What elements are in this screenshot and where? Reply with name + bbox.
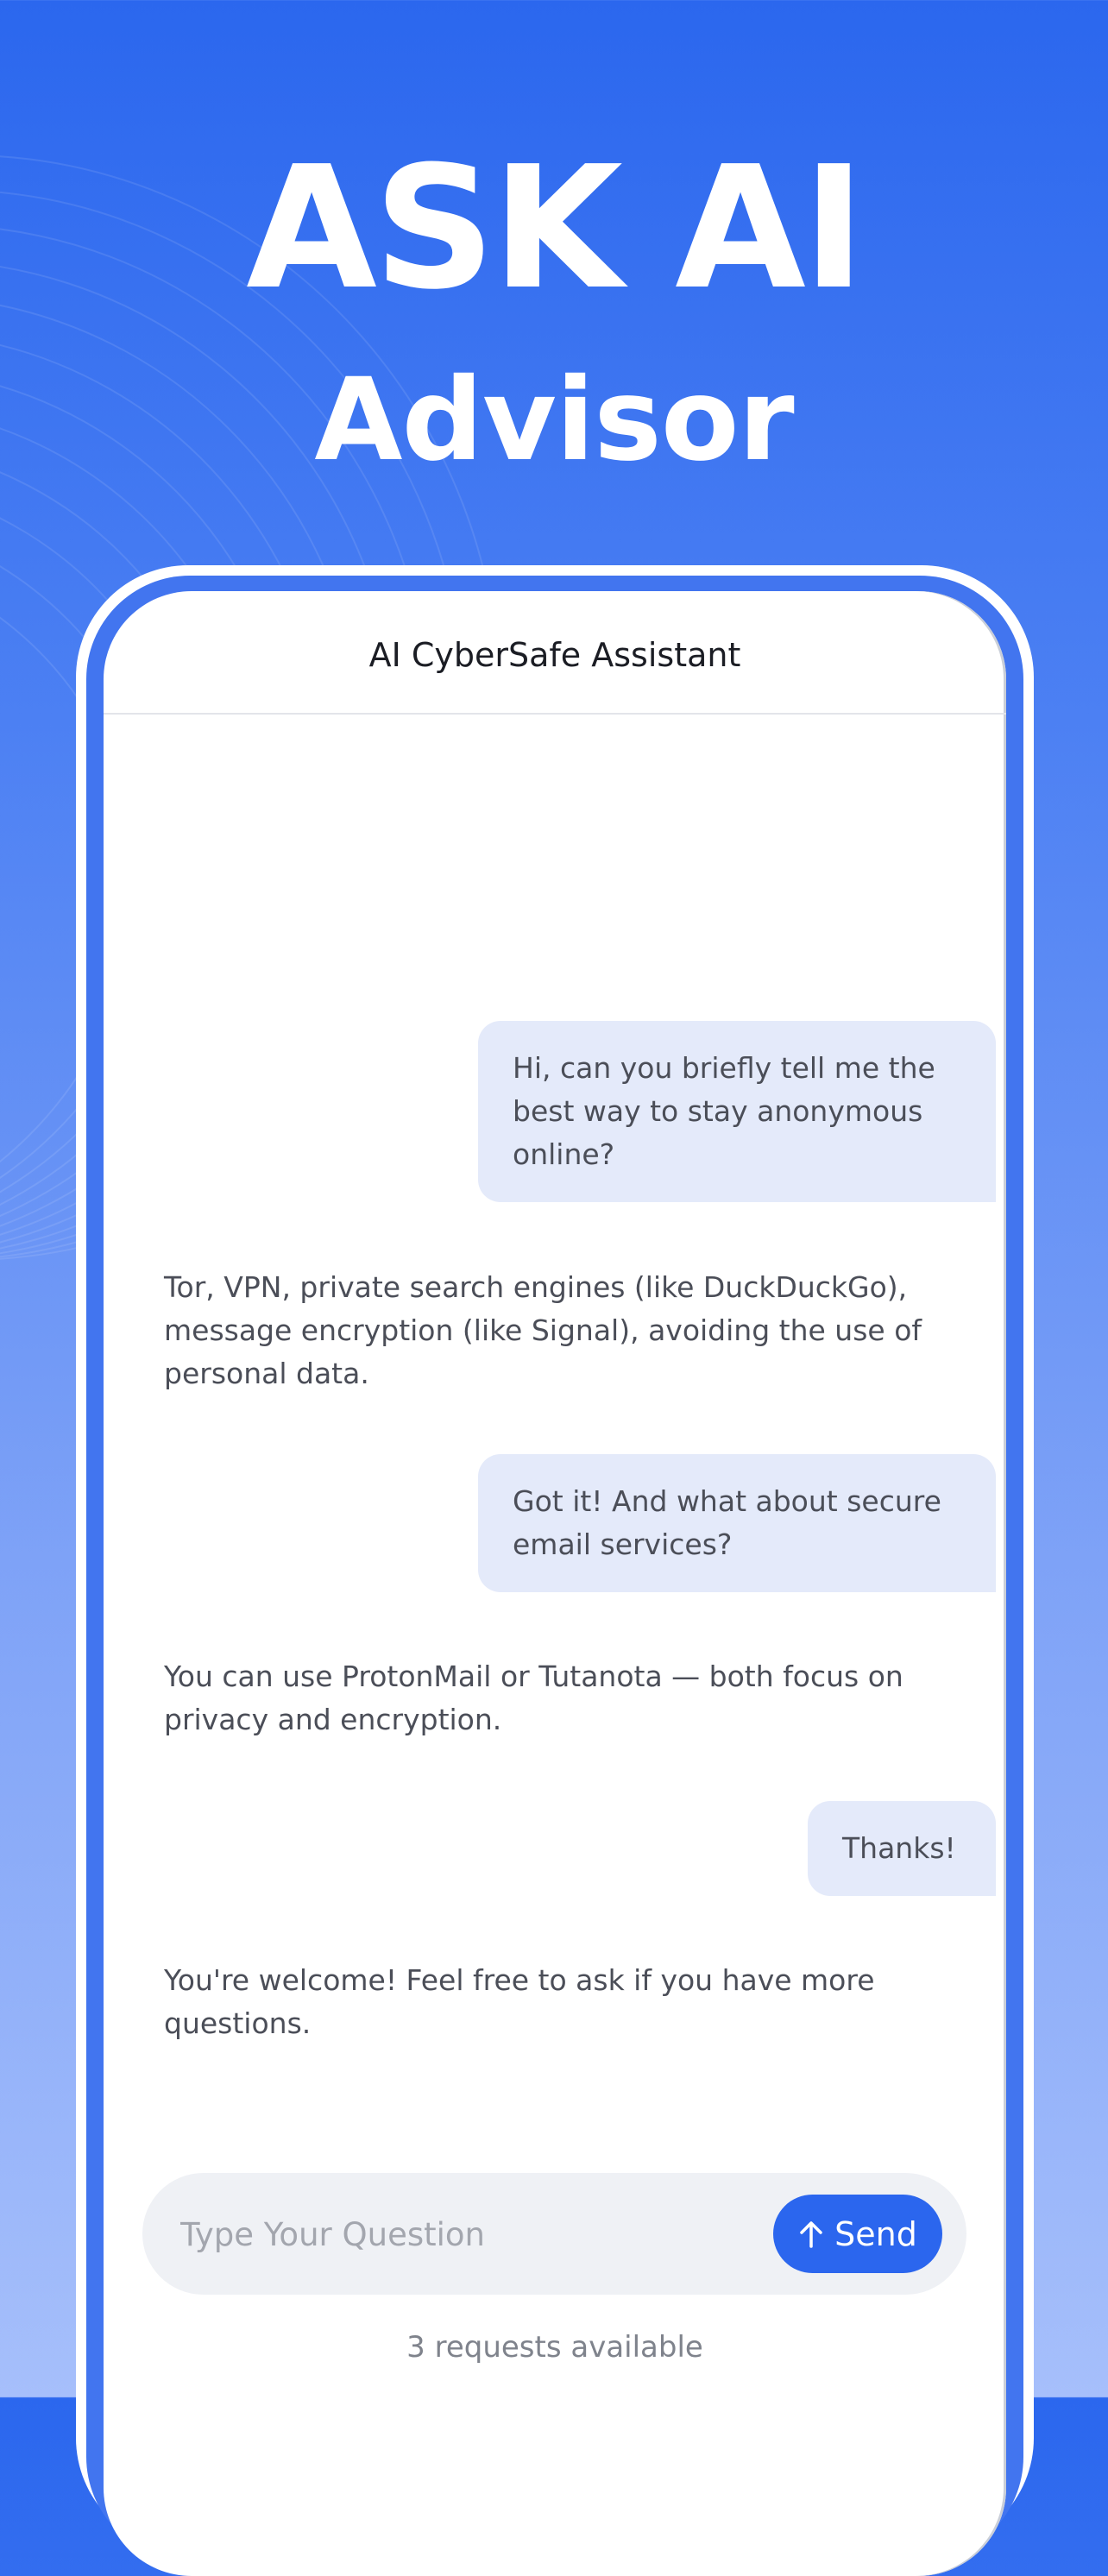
message-text: Thanks! [842, 1831, 956, 1865]
message-text: You're welcome! Feel free to ask if you have more questions. [164, 1963, 875, 2040]
assistant-message [164, 1959, 958, 2045]
question-input[interactable] [179, 2173, 734, 2296]
message-text: Hi, can you briefly tell me the best way to stay anonymous online? [513, 1051, 935, 1171]
message-text: You can use ProtonMail or Tutanota — both focus on privacy and encryption. [164, 1660, 903, 1736]
user-message [808, 1801, 996, 1896]
send-label: Send [834, 2214, 917, 2253]
message-text: Got it! And what about secure email services? [513, 1484, 941, 1561]
hero-title: ASK AI [246, 130, 862, 327]
send-button[interactable] [773, 2195, 942, 2273]
assistant-message [164, 1655, 958, 1741]
requests-available: 3 requests available [406, 2330, 703, 2365]
chat-title: AI CyberSafe Assistant [368, 635, 741, 674]
hero-subtitle: Advisor [314, 354, 794, 487]
chat-screen [104, 591, 1006, 2576]
arrow-up-icon [798, 2220, 824, 2249]
user-message [478, 1021, 996, 1202]
assistant-message [164, 1266, 958, 1395]
question-composer [142, 2173, 966, 2295]
chat-header [104, 591, 1006, 715]
message-text: Tor, VPN, private search engines (like DuckDuckGo), message encryption (like Signal), avoiding the use of personal data. [164, 1270, 922, 1390]
user-message [478, 1454, 996, 1592]
